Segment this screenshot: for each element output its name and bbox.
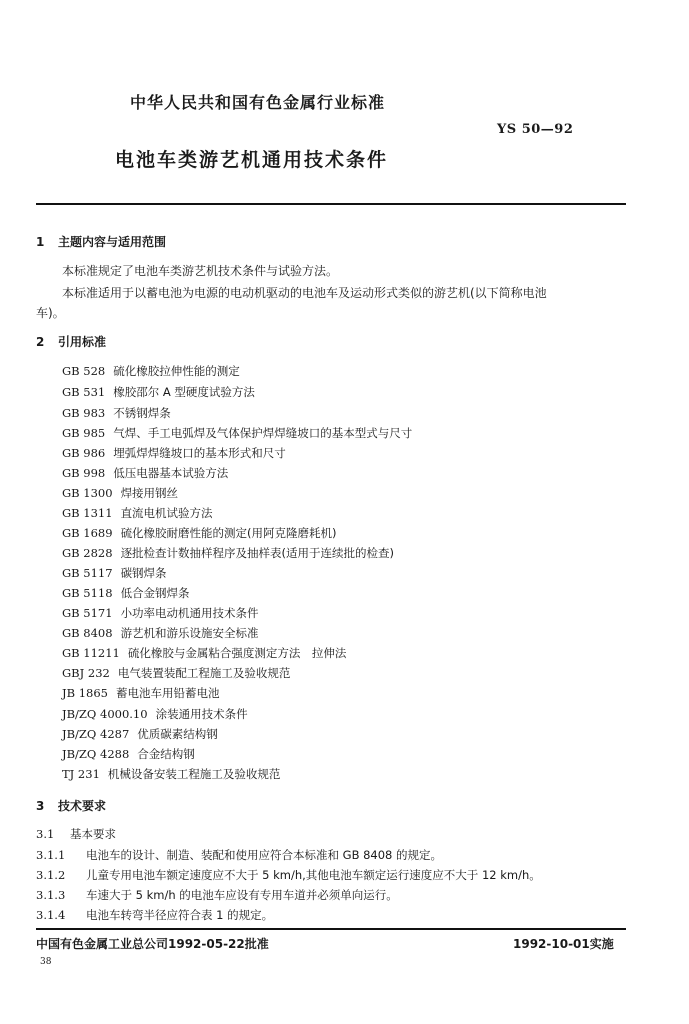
reference-item: GB 5117 碳钢焊条 bbox=[62, 566, 167, 580]
reference-item: JB/ZQ 4287 优质碳素结构钢 bbox=[62, 727, 218, 741]
clause-item: 3.1.2 儿童专用电池车额定速度应不大于 5 km/h,其他电池车额定运行速度应不大于 12 km/h。 bbox=[36, 868, 541, 882]
reference-item: GB 528 硫化橡胶拉伸性能的测定 bbox=[62, 364, 240, 378]
clause-item: 3.1.1 电池车的设计、制造、装配和使用应符合本标准和 GB 8408 的规定。 bbox=[36, 848, 443, 862]
reference-item: JB/ZQ 4000.10 涂装通用技术条件 bbox=[62, 707, 248, 721]
reference-item: GB 5171 小功率电动机通用技术条件 bbox=[62, 606, 259, 620]
page-number: 38 bbox=[40, 957, 52, 967]
reference-item: GB 985 气焊、手工电弧焊及气体保护焊焊缝坡口的基本型式与尺寸 bbox=[62, 426, 413, 440]
reference-item: GB 2828 逐批检查计数抽样程序及抽样表(适用于连续批的检查) bbox=[62, 546, 395, 560]
reference-item: GB 531 橡胶邵尔 A 型硬度试验方法 bbox=[62, 385, 255, 399]
reference-item: GB 1300 焊接用钢丝 bbox=[62, 486, 179, 500]
reference-item: JB/ZQ 4288 合金结构钢 bbox=[62, 747, 195, 761]
reference-item: GB 5118 低合金钢焊条 bbox=[62, 586, 190, 600]
top-divider bbox=[36, 203, 626, 205]
reference-item: GB 8408 游艺机和游乐设施安全标准 bbox=[62, 626, 259, 640]
reference-item: GB 998 低压电器基本试验方法 bbox=[62, 466, 229, 480]
section-1-paragraph-1: 本标准规定了电池车类游艺机技术条件与试验方法。 bbox=[62, 264, 339, 278]
reference-item: TJ 231 机械设备安装工程施工及验收规范 bbox=[62, 767, 281, 781]
implementation-date: 1992-10-01实施 bbox=[513, 937, 614, 951]
reference-item: GB 11211 硫化橡胶与金属粘合强度测定方法 拉伸法 bbox=[62, 646, 347, 660]
section-1-heading: 1 主题内容与适用范围 bbox=[36, 235, 167, 249]
approval-line: 中国有色金属工业总公司1992-05-22批准 bbox=[36, 937, 269, 951]
reference-item: JB 1865 蓄电池车用铅蓄电池 bbox=[62, 686, 220, 700]
bottom-divider bbox=[36, 928, 626, 930]
clause-item: 3.1.4 电池车转弯半径应符合表 1 的规定。 bbox=[36, 908, 274, 922]
reference-item: GBJ 232 电气装置装配工程施工及验收规范 bbox=[62, 666, 291, 680]
reference-item: GB 983 不锈钢焊条 bbox=[62, 406, 171, 420]
reference-item: GB 1689 硫化橡胶耐磨性能的测定(用阿克隆磨耗机) bbox=[62, 526, 337, 540]
reference-item: GB 1311 直流电机试验方法 bbox=[62, 506, 213, 520]
section-1-paragraph-2-cont: 车)。 bbox=[36, 306, 65, 320]
issuing-organization: 中华人民共和国有色金属行业标准 bbox=[130, 93, 386, 112]
document-title: 电池车类游艺机通用技术条件 bbox=[115, 149, 389, 171]
section-1-paragraph-2: 本标准适用于以蓄电池为电源的电动机驱动的电池车及运动形式类似的游艺机(以下简称电池 bbox=[62, 286, 547, 300]
clause-item: 3.1 基本要求 bbox=[36, 827, 116, 841]
standard-code: YS 50—92 bbox=[497, 122, 574, 137]
reference-item: GB 986 埋弧焊焊缝坡口的基本形式和尺寸 bbox=[62, 446, 286, 460]
section-2-heading: 2 引用标准 bbox=[36, 335, 107, 349]
clause-item: 3.1.3 车速大于 5 km/h 的电池车应设有专用车道并必须单向运行。 bbox=[36, 888, 398, 902]
section-3-heading: 3 技术要求 bbox=[36, 799, 107, 813]
